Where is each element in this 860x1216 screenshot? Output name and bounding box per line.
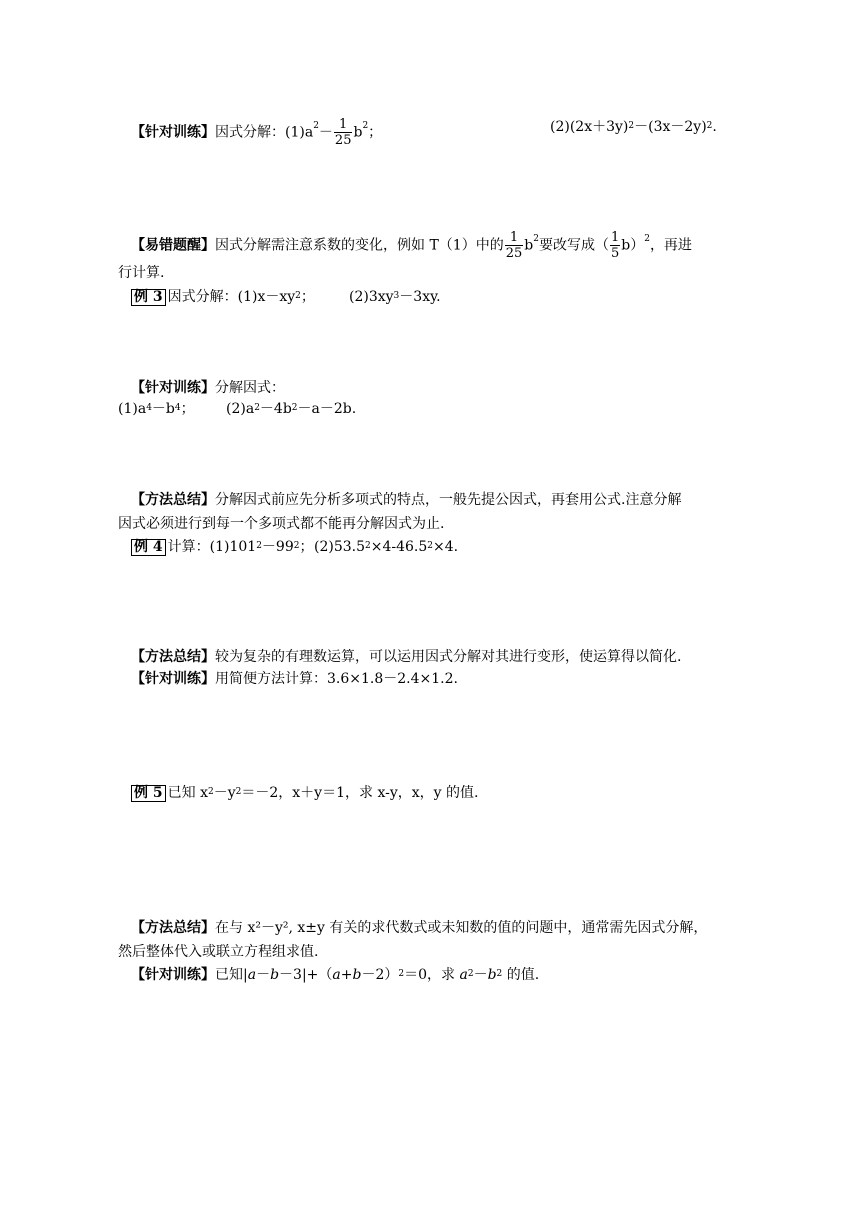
text: 要改写成（ [538,237,609,254]
practice-3 [131,669,458,689]
text: (2)53.5 [314,539,366,555]
fraction-numerator: 1 [334,117,353,133]
text: (2)a [226,401,255,417]
text: 较为复杂的有理数运算，可以运用因式分解对其进行变形，使运算得以简化. [215,649,682,665]
text: (2)(2x＋3y) [550,119,629,135]
exponent: 4 [174,403,181,413]
text: －a－2b. [297,401,357,417]
fraction-numerator: 1 [505,230,524,246]
exponent: 2 [706,121,713,131]
exponent: 2 [365,541,371,551]
method-summary-1-line-2: 因式必须进行到每一个多项式都不能再分解因式为止. [118,516,445,532]
practice-2-line-2 [118,399,195,419]
variable: a [459,967,468,983]
text: －4b [259,401,292,417]
text: 已知| [215,967,248,983]
exponent: 2 [628,121,635,131]
exponent: 2 [398,969,405,979]
text: 已知 x [167,785,208,801]
example-4-part2 [314,537,458,557]
method-summary-3-line-2: 然后整体代入或联立方程组求值. [118,944,319,960]
exponent: 2 [467,969,474,979]
text: ×4. [433,539,459,555]
variable: b [270,967,280,983]
practice-label: 【针对训练】 [131,671,215,687]
text: 因式分解需注意系数的变化，例如 T（1）中的 [215,237,504,254]
text: －y [213,785,236,801]
text: b） [621,237,645,254]
text: (1)a [118,401,147,417]
text: + [340,967,353,983]
exponent: 2 [427,541,434,551]
example-5 [131,783,478,803]
fraction [505,230,524,261]
text: (2)3xy [349,289,394,305]
exponent: 2 [362,121,369,131]
variable: b [352,967,362,983]
text: ＝0，求 [404,967,460,983]
warning-label: 【易错题醒】 [131,237,215,254]
exponent: 3 [393,291,400,301]
example-4-tag: 例 4 [131,539,166,556]
text: ； [300,289,315,305]
text: ，再进 [649,237,692,254]
method-summary-3-line-1 [131,918,707,938]
method-label: 【方法总结】 [131,492,215,508]
fraction-numerator: 1 [610,230,620,245]
text: b [524,237,534,254]
practice-label: 【针对训练】 [131,967,215,983]
warning-line-1 [131,230,692,261]
exponent: 4 [146,403,152,413]
text: －3|+（ [279,967,333,983]
text: －2） [361,967,399,983]
example-3-part2 [349,287,441,307]
text: 因式分解：(1)a [215,124,314,141]
text: － [318,124,333,141]
text: 分解因式前应先分析多项式的特点，一般先提公因式，再套用公式.注意分解 [215,492,682,508]
exponent: 2 [256,541,262,551]
practice-1-line [131,117,382,148]
practice-2-line-1 [131,378,285,398]
practice-2-part2 [226,399,356,419]
text: － [256,967,271,983]
fraction [334,117,353,148]
text: －3xy. [399,289,441,305]
text: ； [368,124,383,141]
text: －99 [261,539,294,555]
exponent: 2 [644,234,650,244]
warning-line-2: 行计算. [118,265,165,281]
exponent: 2 [295,291,301,301]
variable: a [332,967,341,983]
text: 用简便方法计算：3.6×1.8－2.4×1.2. [215,671,458,687]
exponent: 2 [533,234,539,244]
text: －(3x－2y) [634,119,707,135]
exponent: 2 [207,787,214,797]
text: ＝－2，x＋y＝1，求 x-y，x，y 的值. [241,785,479,801]
exponent: 2 [293,541,300,551]
text: 因式分解：(1)x－xy [167,289,296,305]
fraction-denominator: 5 [610,246,620,261]
variable: a [247,967,257,983]
text: － [473,967,488,983]
method-summary-1-line-1 [131,490,681,510]
fraction-denominator: 25 [334,133,352,148]
variable: b [487,967,497,983]
method-label: 【方法总结】 [131,649,215,665]
text: . [712,119,717,135]
practice-4 [131,965,539,985]
example-5-tag: 例 5 [131,785,166,802]
text: ； [180,401,195,417]
exponent: 2 [313,121,319,131]
exponent: 2 [291,403,298,413]
text: 计算：(1)101 [167,539,257,555]
exponent: 2 [254,403,260,413]
example-3 [131,287,315,307]
fraction-denominator: 25 [505,246,523,261]
example-3-tag: 例 3 [131,289,166,306]
practice-label: 【针对训练】 [131,380,215,396]
method-label: 【方法总结】 [131,920,215,936]
practice-label: 【针对训练】 [131,124,215,141]
text: b [353,124,363,141]
method-summary-2 [131,647,681,667]
example-4 [131,537,313,557]
text: 的值. [502,967,540,983]
fraction [610,230,620,261]
exponent: 2 [496,969,503,979]
text: ×4-46.5 [370,539,428,555]
text: 在与 x²－y², x±y 有关的求代数式或未知数的值的问题中，通常需先因式分解， [215,920,708,936]
exponent: 2 [235,787,242,797]
text: －b [151,401,175,417]
text: 分解因式： [215,380,285,396]
practice-1-part2 [550,117,717,137]
text: ； [299,539,314,555]
